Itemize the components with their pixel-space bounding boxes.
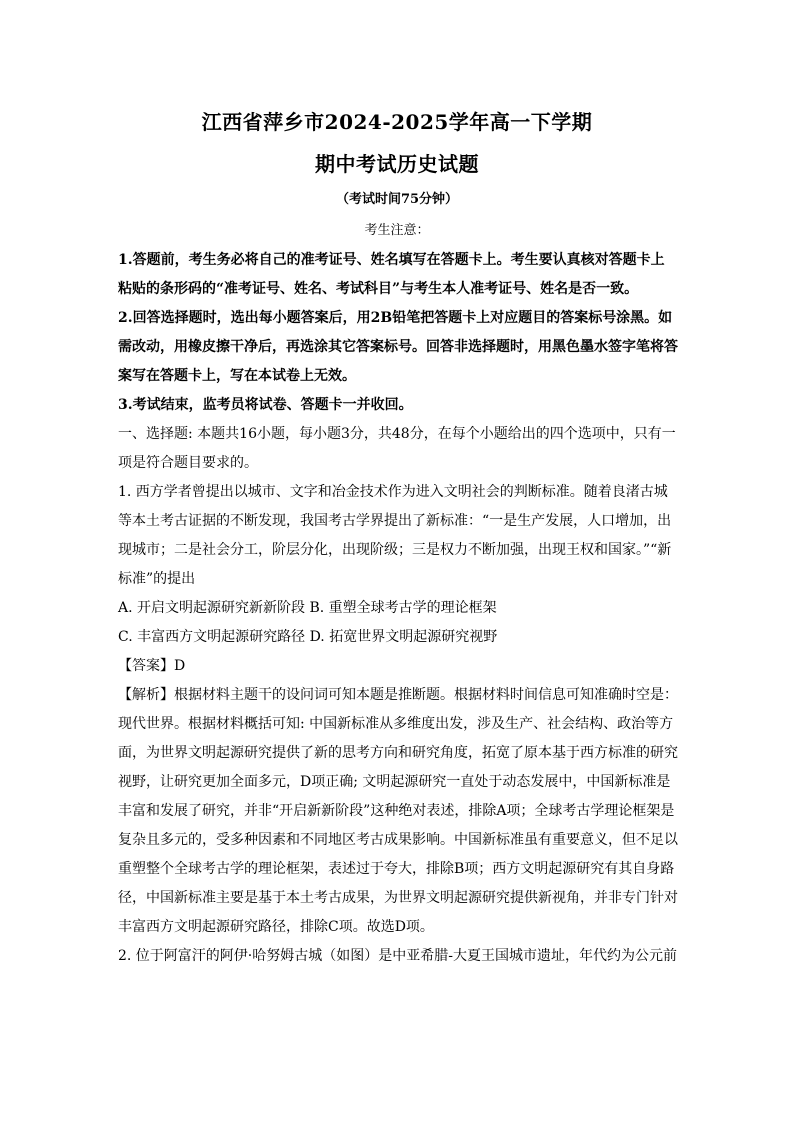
notice-1: 1.答题前，考生务必将自己的准考证号、姓名填写在答题卡上。考生要认真核对答题卡上粘贴的条形码的“准考证号、姓名、考试科目”与考生本人准考证号、姓名是否一致。 bbox=[118, 252, 665, 297]
title-line-1: 江西省萍乡市2024-2025学年高一下学期 bbox=[201, 110, 593, 134]
notice-heading: 考生注意： bbox=[364, 223, 430, 238]
q1-analysis: 【解析】根据材料主题干的设问词可知本题是推断题。根据材料时间信息可知准确时空是：现代世界。根据材料概括可知: 中国新标准从多维度出发，涉及生产、社会结构、政治等方面，为世界文明起源研究提供了新的思考方向和研究角度，拓宽了原本基于西方标准的研究视野，让研究更加全面多元，D项正确; 文明起源研究一直处于动态发展中，中国新标准是丰富和发展了研究，并非“开启新新阶段”这种绝对表述，排除A项；全球考古学理论框架是复杂且多元的，受多种因素和不同地区考古成果影响。中国新标准虽有重要意义，但不足以重塑整个全球考古学的理论框架，表述过于夸大，排除B项；西方文明起源研究有其自身路径，中国新标准主要是基于本土考古成果，为世界文明起源研究提供新视角，并非专门针对丰富西方文明起源研究路径，排除C项。故选D项。 bbox=[118, 687, 678, 935]
section-heading: 一、选择题: 本题共16小题，每小题3分，共48分，在每个小题给出的四个选项中，只有一项是符合题目要求的。 bbox=[118, 426, 676, 471]
notice-3: 3.考试结束，监考员将试卷、答题卡一并收回。 bbox=[118, 397, 413, 413]
exam-body bbox=[118, 246, 678, 971]
q1-options-cd: C. 丰富西方文明起源研究路径 D. 拓宽世界文明起源研究视野 bbox=[118, 629, 498, 645]
q1-answer: 【答案】D bbox=[118, 658, 186, 674]
q2-stem: 2. 位于阿富汗的阿伊·哈努姆古城（如图）是中亚希腊-大夏王国城市遗址，年代约为公元前 bbox=[118, 948, 677, 964]
q1-options-ab: A. 开启文明起源研究新新阶段 B. 重塑全球考古学的理论框架 bbox=[118, 600, 497, 616]
title-line-2: 期中考试历史试题 bbox=[315, 152, 479, 176]
q1-stem: 1. 西方学者曾提出以城市、文字和冶金技术作为进入文明社会的判断标准。随着良渚古城等本土考古证据的不断发现，我国考古学界提出了新标准：“一是生产发展，人口增加，出现城市；二是社会分工，阶层分化，出现阶级；三是权力不断加强，出现王权和国家。”“新标准”的提出 bbox=[118, 484, 672, 587]
notice-2: 2.回答选择题时，选出每小题答案后，用2B铅笔把答题卡上对应题目的答案标号涂黑。如需改动，用橡皮擦干净后，再选涂其它答案标号。回答非选择题时，用黑色墨水签字笔将答案写在答题卡上，写在本试卷上无效。 bbox=[118, 310, 678, 384]
exam-time: （考试时间75分钟） bbox=[335, 192, 459, 207]
